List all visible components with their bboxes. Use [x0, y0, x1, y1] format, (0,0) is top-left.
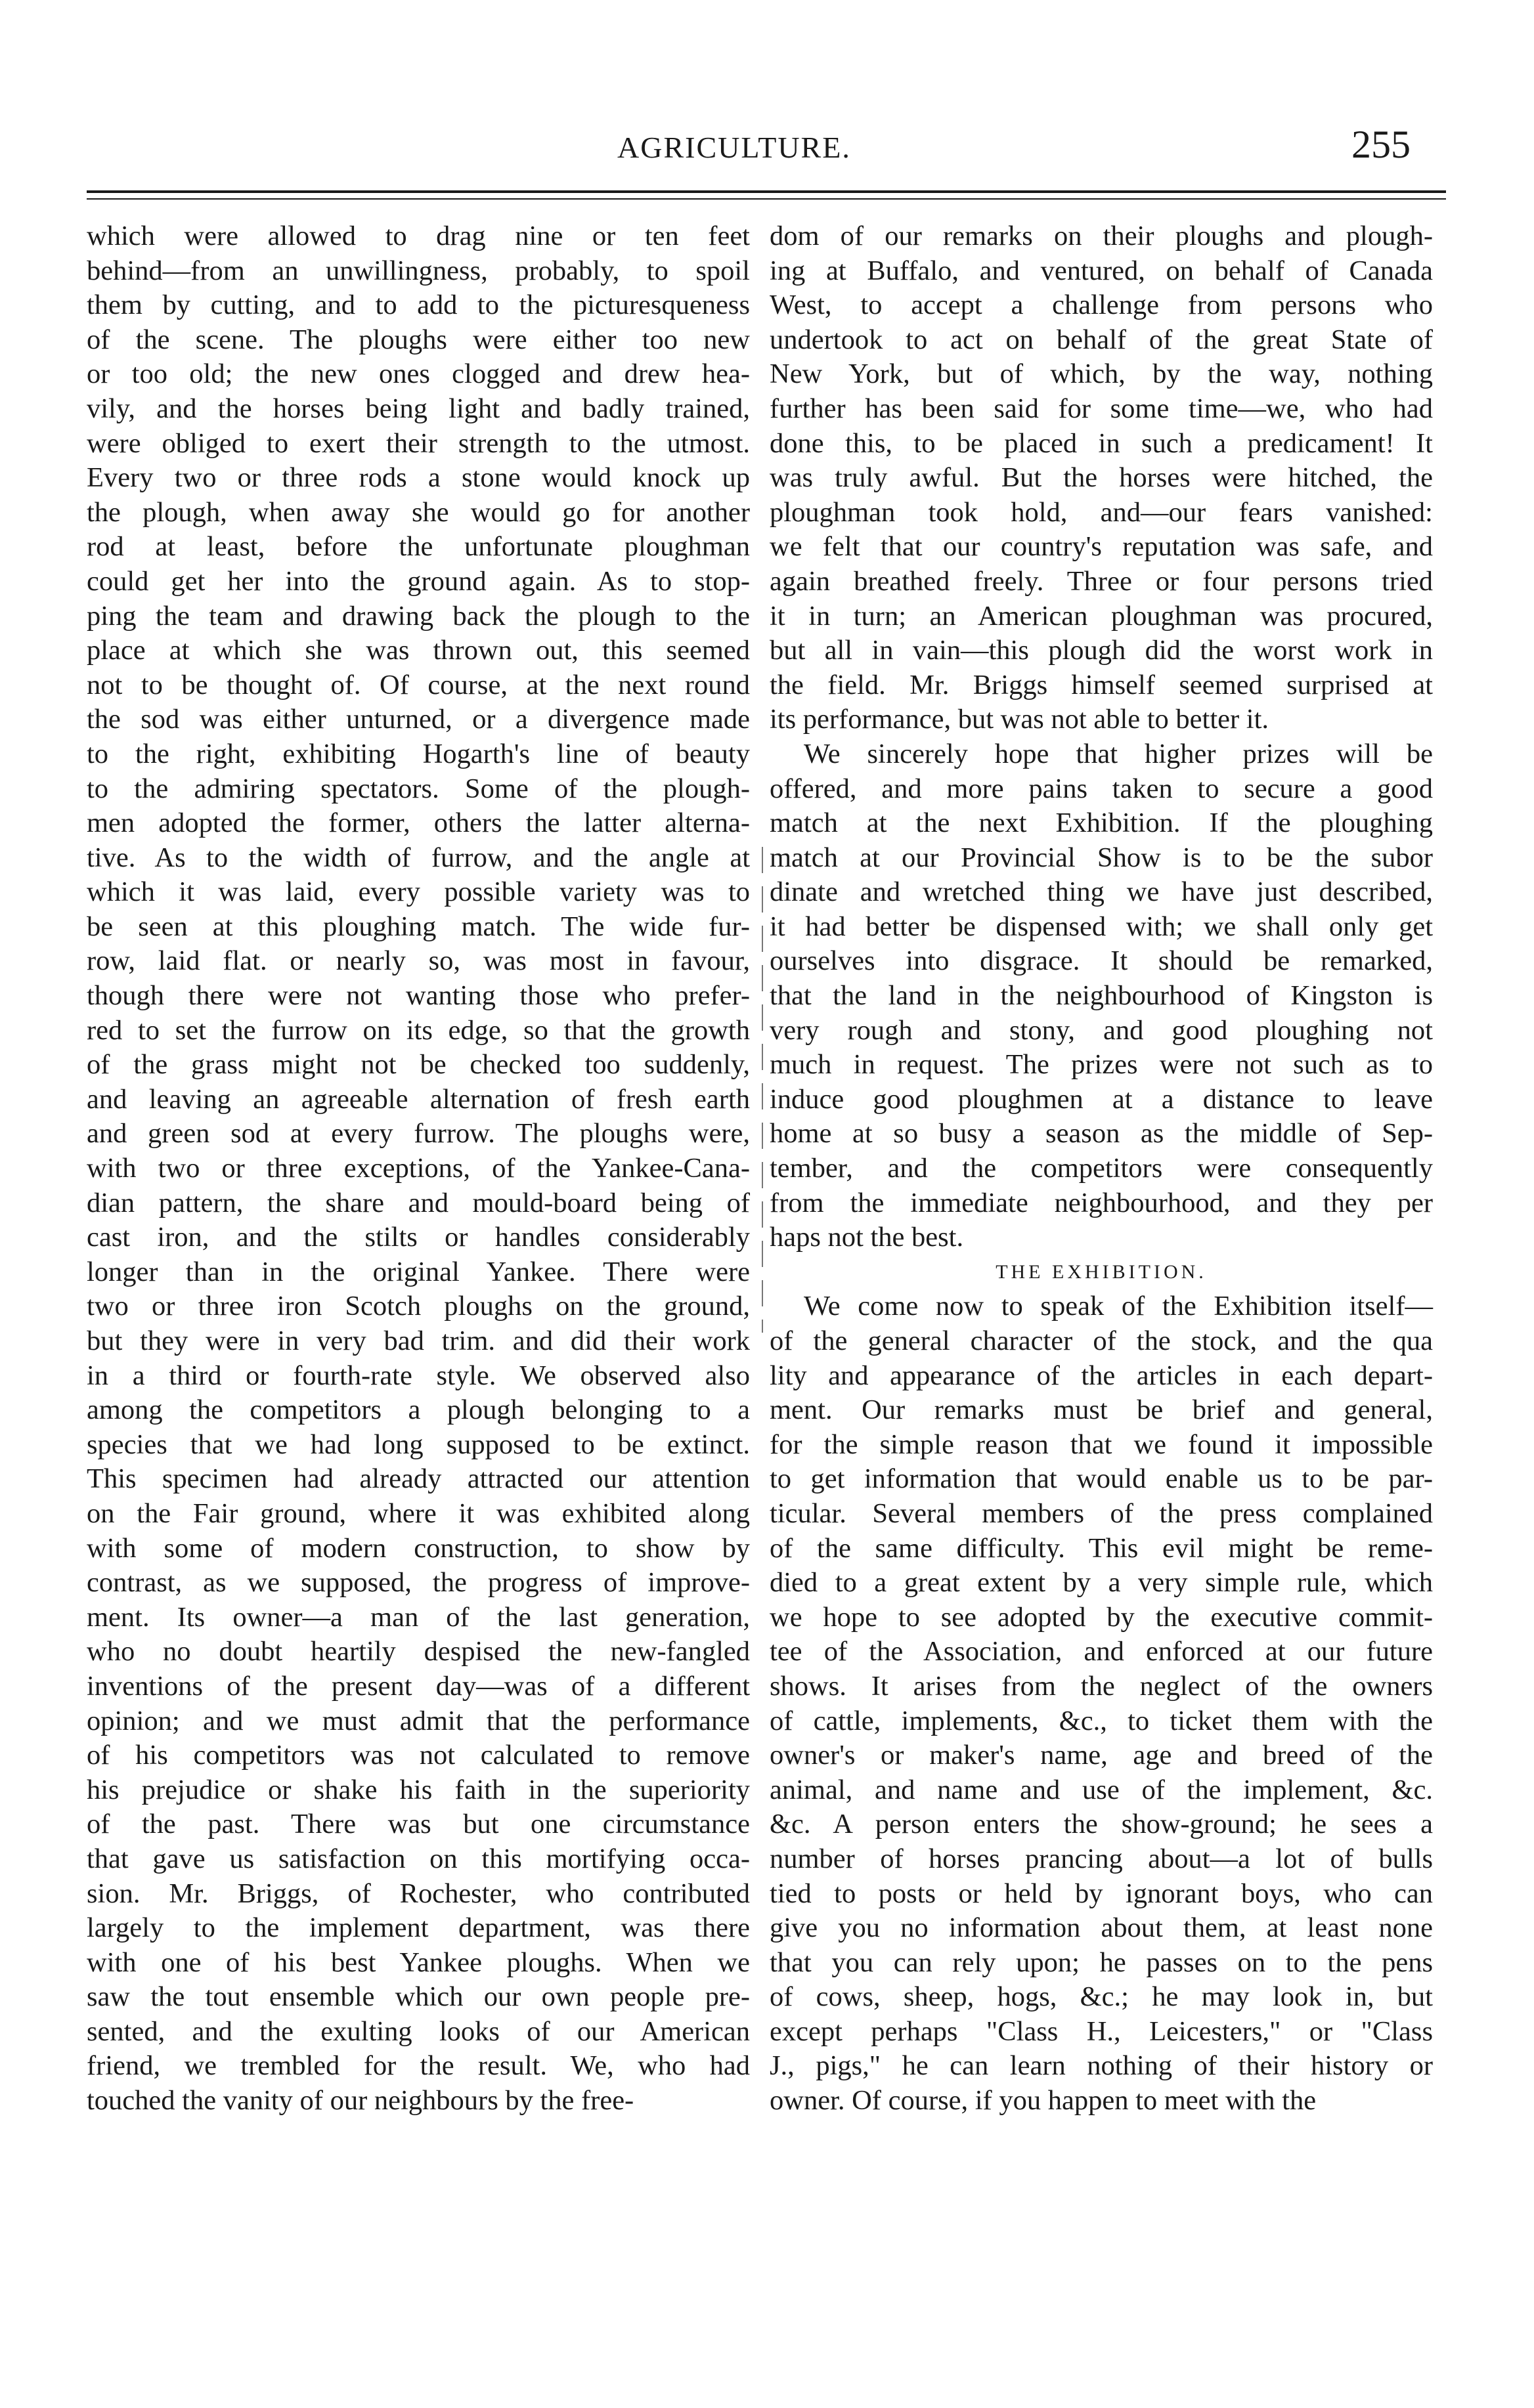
- text-line: could get her into the ground again. As to stop-: [87, 565, 750, 597]
- text-line: ping the team and drawing back the plough to the: [87, 600, 750, 632]
- text-line: be seen at this ploughing match. The wide fur-: [87, 911, 750, 942]
- text-line: though there were not wanting those who prefer-: [87, 980, 750, 1012]
- text-line: ing at Buffalo, and ventured, on behalf of Canada: [770, 255, 1433, 286]
- text-line: that the land in the neighbourhood of Kingston is: [770, 980, 1433, 1012]
- text-line: but all in vain—this plough did the worst work in: [770, 635, 1433, 666]
- text-line: the field. Mr. Briggs himself seemed surprised at: [770, 669, 1433, 700]
- text-line: Every two or three rods a stone would knock up: [87, 462, 750, 494]
- text-line: the sod was either unturned, or a divergence made: [87, 704, 750, 735]
- page-number: 255: [1351, 123, 1411, 166]
- text-line: its performance, but was not able to better it.: [770, 704, 1269, 735]
- text-line: the plough, when away she would go for another: [87, 496, 750, 528]
- text-line: in a third or fourth-rate style. We observed also: [87, 1360, 750, 1391]
- text-line: number of horses prancing about—a lot of bulls: [770, 1843, 1433, 1874]
- text-line: again breathed freely. Three or four persons tried: [770, 565, 1433, 597]
- text-line: of the same difficulty. This evil might be reme-: [770, 1532, 1433, 1564]
- text-line: which were allowed to drag nine or ten feet: [87, 221, 750, 251]
- text-line: not to be thought of. Of course, at the next round: [87, 669, 750, 700]
- text-line: were obliged to exert their strength to the utmost.: [87, 427, 750, 459]
- text-line: of cattle, implements, &c., to ticket them with the: [770, 1705, 1433, 1736]
- text-line: longer than in the original Yankee. There were: [87, 1256, 750, 1287]
- text-line: tive. As to the width of furrow, and the angle at: [87, 842, 750, 873]
- right-column: [770, 219, 1433, 2118]
- text-line: ploughman took hold, and—our fears vanished:: [770, 496, 1433, 528]
- text-line: New York, but of which, by the way, nothing: [770, 358, 1433, 390]
- text-line: and green sod at every furrow. The ploughs were,: [87, 1118, 750, 1150]
- text-line: two or three iron Scotch ploughs on the ground,: [87, 1291, 750, 1322]
- text-line: row, laid flat. or nearly so, was most in favour,: [87, 945, 750, 977]
- text-line: for the simple reason that we found it impossible: [770, 1429, 1433, 1460]
- text-line: friend, we trembled for the result. We, who had: [87, 2050, 750, 2082]
- text-line: We come now to speak of the Exhibition itself—: [804, 1291, 1433, 1322]
- text-line: of the scene. The ploughs were either too new: [87, 324, 750, 355]
- text-line: we hope to see adopted by the executive commit-: [770, 1601, 1433, 1633]
- text-line: largely to the implement department, was there: [87, 1912, 750, 1944]
- text-line: dinate and wretched thing we have just described,: [770, 876, 1433, 908]
- text-line: give you no information about them, at least none: [770, 1912, 1433, 1944]
- text-line: or too old; the new ones clogged and drew hea-: [87, 358, 750, 390]
- text-line: ourselves into disgrace. It should be remarked,: [770, 945, 1433, 977]
- text-line: to the right, exhibiting Hogarth's line of beauty: [87, 738, 750, 769]
- text-line: further has been said for some time—we, who had: [770, 393, 1433, 424]
- text-line: from the immediate neighbourhood, and they per: [770, 1187, 1433, 1218]
- text-line: saw the tout ensemble which our own people pre-: [87, 1981, 750, 2013]
- text-line: but they were in very bad trim. and did their work: [87, 1325, 750, 1356]
- text-line: tee of the Association, and enforced at our future: [770, 1636, 1433, 1667]
- text-line: who no doubt heartily despised the new-fangled: [87, 1636, 750, 1667]
- text-line: it in turn; an American ploughman was procured,: [770, 600, 1433, 632]
- text-line: This specimen had already attracted our attention: [87, 1463, 750, 1495]
- text-line: dom of our remarks on their ploughs and plough-: [770, 221, 1433, 251]
- text-line: animal, and name and use of the implement, &c.: [770, 1774, 1433, 1805]
- paragraph: [770, 219, 1433, 737]
- text-line: offered, and more pains taken to secure a good: [770, 773, 1433, 804]
- text-line: tember, and the competitors were consequently: [770, 1153, 1433, 1184]
- text-line: opinion; and we must admit that the performance: [87, 1705, 750, 1736]
- text-line: of the general character of the stock, and the qua: [770, 1325, 1433, 1356]
- text-line: except perhaps "Class H., Leicesters," or "Class: [770, 2015, 1433, 2047]
- text-line: tied to posts or held by ignorant boys, who can: [770, 1878, 1433, 1909]
- text-line: species that we had long supposed to be extinct.: [87, 1429, 750, 1460]
- text-line: owner's or maker's name, age and breed of the: [770, 1740, 1433, 1771]
- text-line: inventions of the present day—was of a different: [87, 1670, 750, 1702]
- column-divider: [762, 847, 763, 1333]
- text-line: was truly awful. But the horses were hitched, the: [770, 462, 1433, 494]
- text-line: that gave us satisfaction on this mortifying occa-: [87, 1843, 750, 1874]
- text-line: men adopted the former, others the latter alterna-: [87, 807, 750, 839]
- text-line: match at our Provincial Show is to be the subor: [770, 842, 1433, 873]
- text-line: done this, to be placed in such a predicament! It: [770, 427, 1433, 459]
- text-line: with one of his best Yankee ploughs. When we: [87, 1946, 750, 1978]
- text-line: ment. Our remarks must be brief and general,: [770, 1394, 1433, 1426]
- header-rule-thin: [87, 198, 1446, 200]
- paragraph: [770, 1289, 1433, 2118]
- text-line: of his competitors was not calculated to remove: [87, 1740, 750, 1771]
- running-head: AGRICULTURE.: [617, 131, 851, 164]
- text-line: We sincerely hope that higher prizes will be: [804, 738, 1433, 769]
- left-column: [87, 219, 750, 2118]
- text-line: we felt that our country's reputation was safe, and: [770, 531, 1433, 563]
- text-line: induce good ploughmen at a distance to leave: [770, 1083, 1433, 1115]
- text-line: lity and appearance of the articles in each depart-: [770, 1360, 1433, 1391]
- text-line: sented, and the exulting looks of our American: [87, 2015, 750, 2047]
- text-line: of the past. There was but one circumstance: [87, 1809, 750, 1840]
- text-line: place at which she was thrown out, this seemed: [87, 635, 750, 666]
- text-line: match at the next Exhibition. If the ploughing: [770, 807, 1433, 839]
- header-rule: [87, 190, 1446, 193]
- text-line: them by cutting, and to add to the picturesqueness: [87, 290, 750, 321]
- text-line: vily, and the horses being light and badly trained,: [87, 393, 750, 424]
- text-line: with some of modern construction, to show by: [87, 1532, 750, 1564]
- text-line: of the grass might not be checked too suddenly,: [87, 1049, 750, 1081]
- paragraph: [770, 737, 1433, 1255]
- text-line: rod at least, before the unfortunate ploughman: [87, 531, 750, 563]
- text-line: died to a great extent by a very simple rule, which: [770, 1567, 1433, 1599]
- text-line: touched the vanity of our neighbours by the free-: [87, 2085, 634, 2117]
- text-line: which it was laid, every possible variety was to: [87, 876, 750, 908]
- text-line: very rough and stony, and good ploughing not: [770, 1014, 1433, 1046]
- text-line: West, to accept a challenge from persons who: [770, 290, 1433, 321]
- text-line: to the admiring spectators. Some of the plough-: [87, 773, 750, 804]
- text-line: red to set the furrow on its edge, so that the growth: [87, 1014, 750, 1046]
- text-line: of cows, sheep, hogs, &c.; he may look in, but: [770, 1981, 1433, 2013]
- text-line: it had better be dispensed with; we shall only get: [770, 911, 1433, 942]
- text-line: ment. Its owner—a man of the last generation,: [87, 1601, 750, 1633]
- text-line: haps not the best.: [770, 1222, 964, 1253]
- text-line: J., pigs," he can learn nothing of their history or: [770, 2050, 1433, 2082]
- text-line: &c. A person enters the show-ground; he sees a: [770, 1809, 1433, 1840]
- text-line: much in request. The prizes were not such as to: [770, 1049, 1433, 1081]
- text-line: behind—from an unwillingness, probably, to spoil: [87, 255, 750, 286]
- text-line: to get information that would enable us to be par-: [770, 1463, 1433, 1495]
- text-line: dian pattern, the share and mould-board being of: [87, 1187, 750, 1218]
- text-line: cast iron, and the stilts or handles considerably: [87, 1222, 750, 1253]
- text-line: and leaving an agreeable alternation of fresh earth: [87, 1083, 750, 1115]
- text-line: sion. Mr. Briggs, of Rochester, who contributed: [87, 1878, 750, 1909]
- text-line: shows. It arises from the neglect of the owners: [770, 1670, 1433, 1702]
- text-line: on the Fair ground, where it was exhibited along: [87, 1497, 750, 1529]
- text-line: his prejudice or shake his faith in the superiority: [87, 1774, 750, 1805]
- text-line: ticular. Several members of the press complained: [770, 1497, 1433, 1529]
- section-heading: THE EXHIBITION.: [996, 1260, 1207, 1283]
- text-line: home at so busy a season as the middle of Sep-: [770, 1118, 1433, 1150]
- text-line: undertook to act on behalf of the great State of: [770, 324, 1433, 355]
- text-line: with two or three exceptions, of the Yankee-Cana-: [87, 1153, 750, 1184]
- page-header: [0, 0, 1534, 197]
- text-line: among the competitors a plough belonging to a: [87, 1394, 750, 1426]
- text-line: owner. Of course, if you happen to meet with the: [770, 2085, 1317, 2117]
- text-line: that you can rely upon; he passes on to the pens: [770, 1946, 1433, 1978]
- text-line: contrast, as we supposed, the progress of improve-: [87, 1567, 750, 1599]
